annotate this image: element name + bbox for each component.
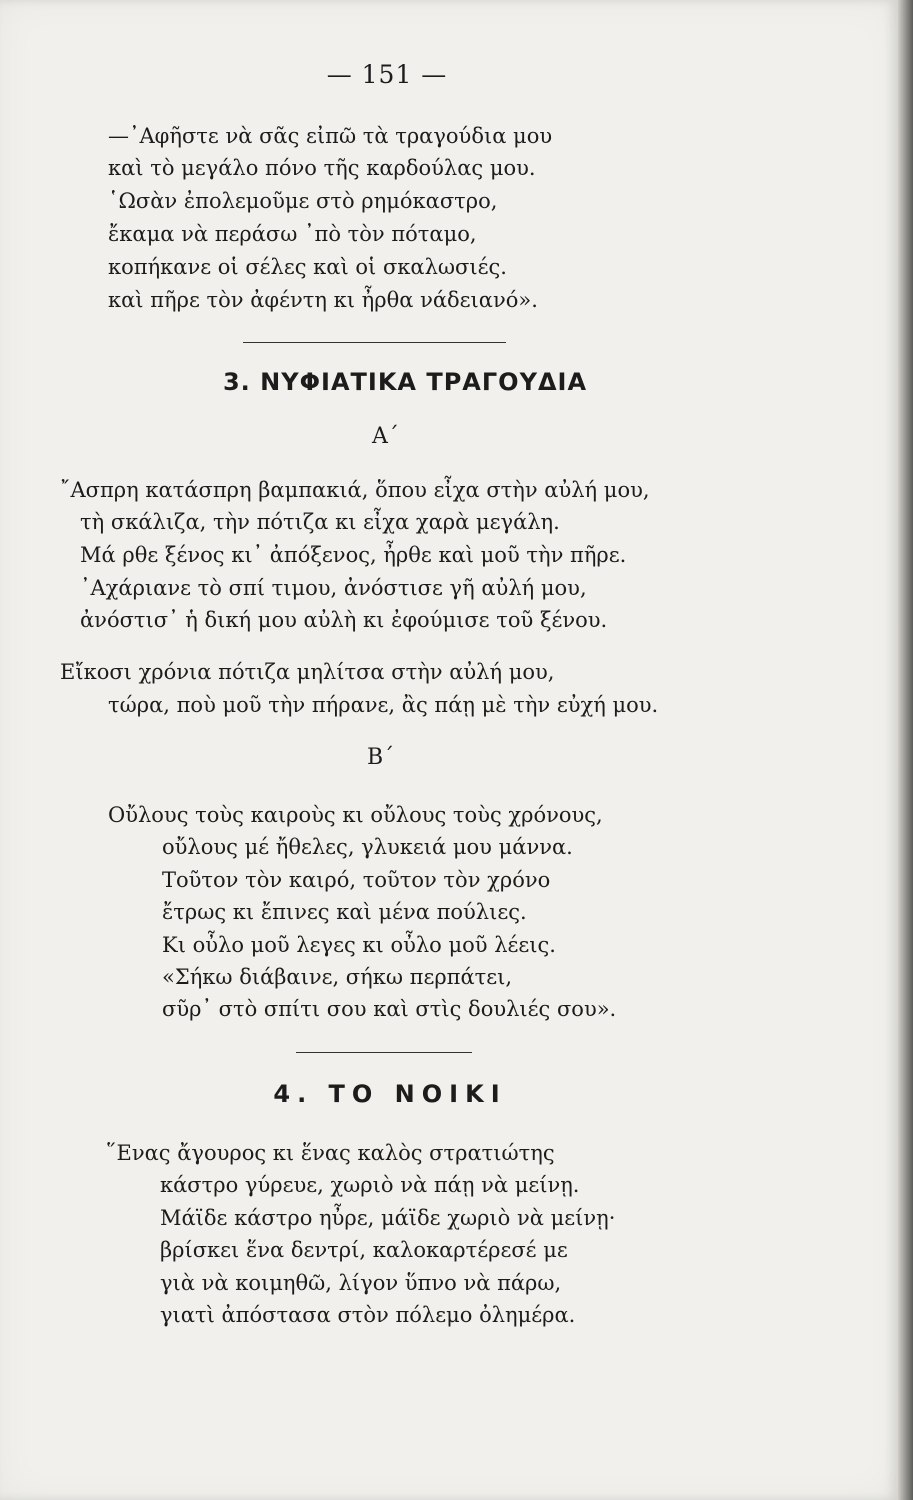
verse-line: Κι οὖλο μοῦ λεγες κι οὖλο μοῦ λέεις. xyxy=(162,933,556,957)
verse-line: «Σήκω διάβαινε, σήκω περπάτει, xyxy=(162,965,513,989)
verse-line: τώρα, ποὺ μοῦ τὴν πήρανε, ἂς πάῃ μὲ τὴν εὐχή μου. xyxy=(108,693,659,717)
verse-line: κάστρο γύρευε, χωριὸ νὰ πάῃ νὰ μείνῃ. xyxy=(160,1173,580,1197)
section-heading: 4. ΤΟ ΝΟΙΚΙ xyxy=(273,1080,507,1108)
verse-line: γιὰ νὰ κοιμηθῶ, λίγον ὕπνο νὰ πάρω, xyxy=(160,1271,562,1295)
verse-line: καὶ πῆρε τὸν ἀφέντη κι ἦρθα νάδειανό». xyxy=(108,288,538,312)
verse-line: ῞Ενας ἄγουρος κι ἕνας καλὸς στρατιώτης xyxy=(106,1141,555,1165)
page-edge-shadow xyxy=(898,0,913,1500)
verse-line: καὶ τὸ μεγάλο πόνο τῆς καρδούλας μου. xyxy=(108,156,536,180)
verse-line: Μά ρθε ξένος κι᾿ ἀπόξενος, ἦρθε καὶ μοῦ τὴν πῆρε. xyxy=(80,543,627,567)
verse-line: ἔκαμα νὰ περάσω ᾿πὸ τὸν πόταμο, xyxy=(108,222,477,246)
verse-line: Εἴκοσι χρόνια πότιζα μηλίτσα στὴν αὐλή μου, xyxy=(60,660,555,684)
verse-line: ἔτρως κι ἔπινες καὶ μένα πούλιες. xyxy=(162,900,527,924)
section-divider xyxy=(243,342,506,343)
part-label: Β΄ xyxy=(367,745,395,770)
verse-line: ῾Ωσὰν ἐπολεμοῦμε στὸ ρημόκαστρο, xyxy=(108,189,498,213)
verse-line: οὔλους μέ ἤθελες, γλυκειά μου μάννα. xyxy=(162,835,573,859)
verse-line: γιατὶ ἀπόστασα στὸν πόλεμο ὀλημέρα. xyxy=(160,1303,576,1327)
verse-line: σῦρ᾿ στὸ σπίτι σου καὶ στὶς δουλιές σου». xyxy=(162,997,617,1021)
verse-line: βρίσκει ἕνα δεντρί, καλοκαρτέρεσέ με xyxy=(160,1238,568,1262)
verse-line: ἀνόστισ᾿ ἡ δική μου αὐλὴ κι ἐφούμισε τοῦ ξένου. xyxy=(80,608,608,632)
section-heading: 3. ΝΥΦΙΑΤΙΚΑ ΤΡΑΓΟΥΔΙΑ xyxy=(222,368,588,396)
verse-line: ᾿Αχάριανε τὸ σπί τιμου, ἀνόστισε γῆ αὐλή μου, xyxy=(80,576,587,600)
verse-line: Μάϊδε κάστρο ηὖρε, μάϊδε χωριὸ νὰ μείνῃ· xyxy=(160,1206,616,1230)
verse-line: ῎Ασπρη κατάσπρη βαμπακιά, ὅπου εἶχα στὴν αὐλή μου, xyxy=(60,478,650,502)
verse-line: —᾿Αφῆστε νὰ σᾶς εἰπῶ τὰ τραγούδια μου xyxy=(108,124,553,148)
part-label: Α΄ xyxy=(372,424,399,449)
verse-line: κοπήκανε οἱ σέλες καὶ οἱ σκαλωσιές. xyxy=(108,255,507,279)
section-divider xyxy=(296,1052,472,1053)
verse-line: Οὔλους τοὺς καιροὺς κι οὔλους τοὺς χρόνους, xyxy=(108,803,603,827)
verse-line: Τοῦτον τὸν καιρό, τοῦτον τὸν χρόνο xyxy=(162,868,551,892)
verse-line: τὴ σκάλιζα, τὴν πότιζα κι εἶχα χαρὰ μεγάλη. xyxy=(80,510,560,534)
page-number: — 151 — xyxy=(326,60,448,89)
